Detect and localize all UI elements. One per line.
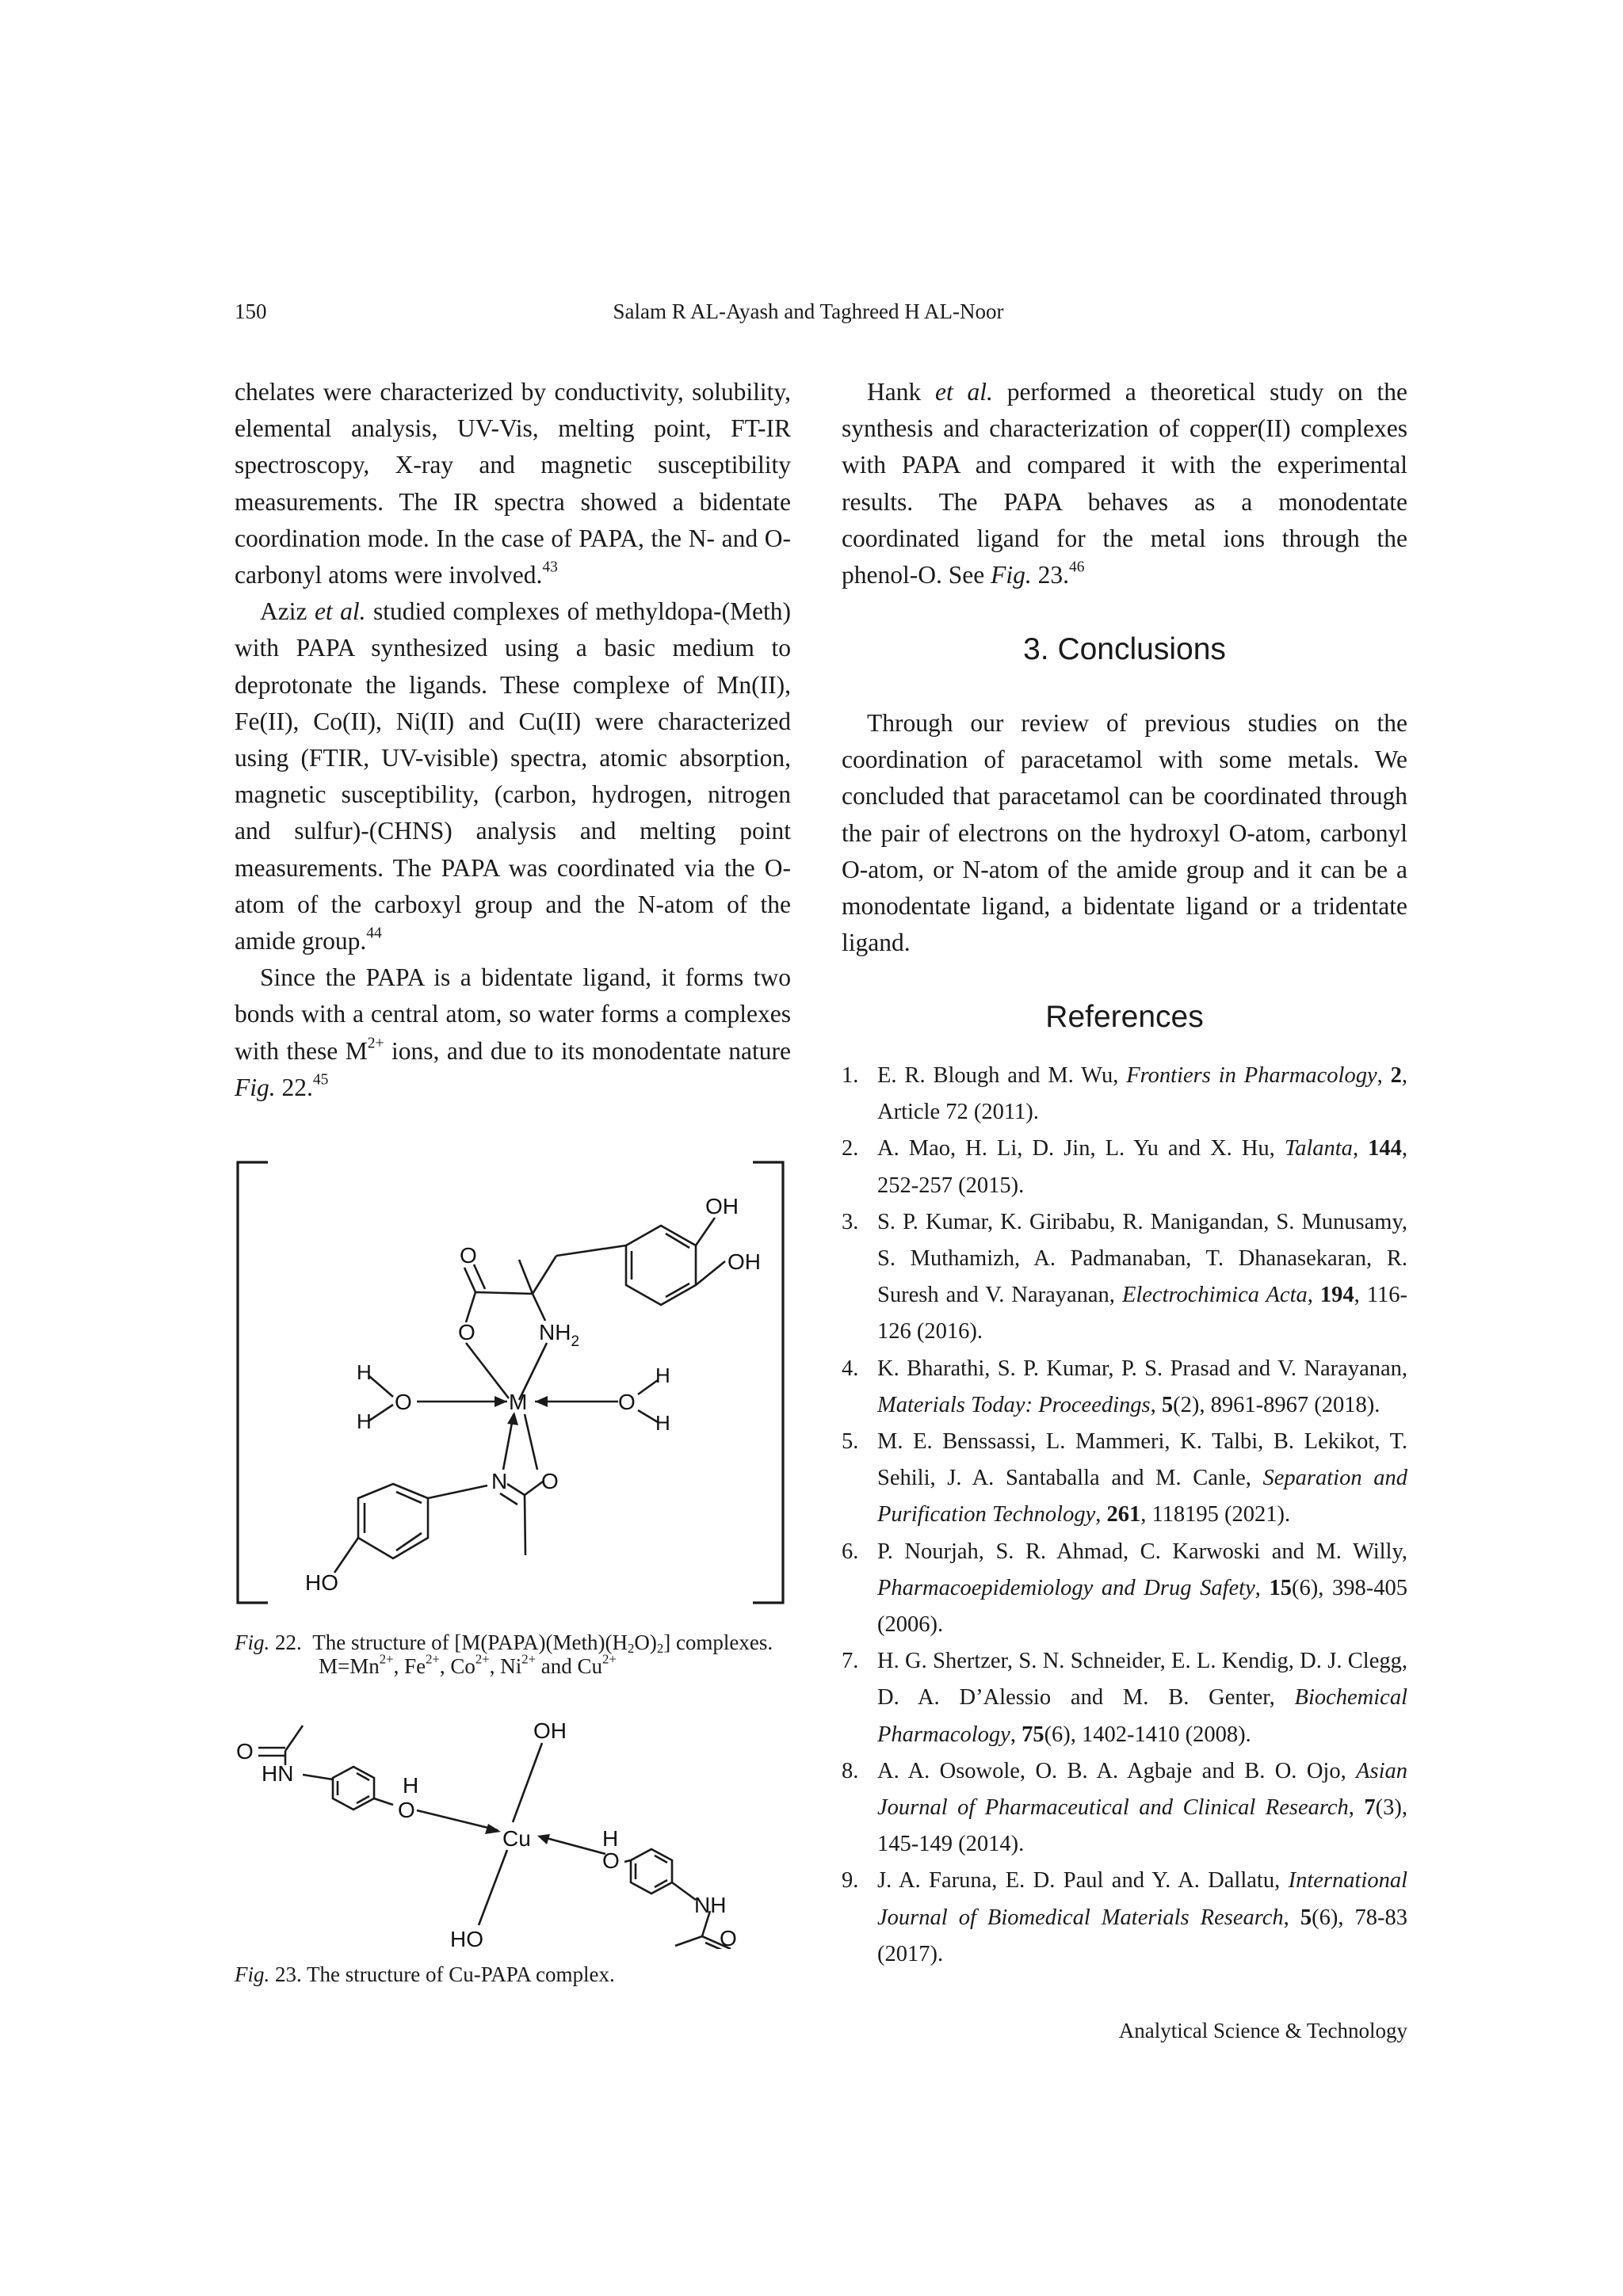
journal-footer: Analytical Science & Technology (1118, 2019, 1407, 2042)
reference-number: 4. (842, 1356, 859, 1381)
reference-number: 5. (842, 1429, 859, 1455)
h-label: H (602, 1826, 619, 1851)
figure-23-caption: Fig. 23. The structure of Cu-PAPA complex. (235, 1962, 615, 1986)
volume: 15 (1269, 1575, 1293, 1600)
journal-title: Pharmacoepidemiology and Drug Safety (877, 1575, 1255, 1600)
hydroxyl-label: OH (727, 1249, 761, 1274)
journal-title: Talanta (1284, 1136, 1353, 1161)
volume: 2 (1390, 1063, 1402, 1088)
left-column (235, 374, 791, 1106)
reference-number: 7. (842, 1649, 859, 1674)
volume: 7 (1364, 1795, 1376, 1821)
reference-item: 5. M. E. Benssassi, L. Mammeri, K. Talbi, B. Lekikot, T. Sehili, J. A. Santaballa and M. Canle, Separation and Purification Technology, 261, 118195 (2021). (842, 1424, 1407, 1534)
paragraph-1: chelates were characterized by conductivity, solubility, elemental analysis, UV-Vis, melting point, FT-IR spectroscopy, X-ray and magnetic susceptibility measurements. The IR spectra showed a bidentate coordination mode. In the case of PAPA, the N- and O-carbonyl atoms were involved.$^{43}$ (235, 378, 791, 589)
phenol-o-label: O (602, 1848, 620, 1873)
citation: 43 (542, 559, 558, 576)
carboxyl-o-label: O (458, 1320, 475, 1344)
water-o-label: O (618, 1390, 636, 1414)
citation: 46 (1068, 559, 1085, 576)
paragraph-hank: Hank et al. performed a theoretical study on the synthesis and characterization of copper(II) complexes with PAPA and compared it with the experimental results. The PAPA behaves as a monodentate coordinated ligand for the metal ions through the phenol-O. See Fig. 23.46 (842, 378, 1407, 589)
carbonyl-o-label: O (236, 1739, 254, 1764)
hydroxyl-label: OH (533, 1718, 567, 1743)
paragraph-3: Since the PAPA is a bidentate ligand, it forms two bonds with a central atom, so water forms a complexes with these $M^{2+}$ ions, and due to its monodentate nature Fig. 22.45 (235, 963, 792, 1101)
volume: 144 (1368, 1136, 1402, 1161)
page-number: 150 (235, 299, 267, 323)
reference-list (842, 1058, 1407, 1973)
reference-number: 2. (842, 1136, 859, 1161)
journal-title: Frontiers in Pharmacology (1126, 1063, 1377, 1088)
copper-label: Cu (502, 1826, 531, 1851)
reference-item: 2. A. Mao, H. Li, D. Jin, L. Yu and X. Hu, Talanta, 144, 252-257 (2015). (842, 1131, 1407, 1203)
reference-item: 9. J. A. Faruna, E. D. Paul and Y. A. Dallatu, International Journal of Biomedical Materials Research, 5(6), 78-83 (2017). (842, 1863, 1407, 1973)
figure-22-caption: Fig. 22. The structure of $[M(PAPA)(Meth)(H_2O)_2]$ complexes. $M=Mn^{2+}$, $Fe^{2+}$, $Co^{2+}$, $Ni^{2+}$ and $Cu^{2+}$ (235, 1630, 773, 1678)
reference-item: 6. P. Nourjah, S. R. Ahmad, C. Karwoski and M. Willy, Pharmacoepidemiology and Drug Safety, 15(6), 398-405 (2006). (842, 1534, 1407, 1644)
journal-title: Biochemical Pharmacology (877, 1685, 1407, 1747)
citation: 44 (366, 925, 382, 942)
citation: 45 (312, 1071, 329, 1089)
amide-n-label: N (491, 1469, 508, 1493)
hydroxyl-label: HO (305, 1570, 338, 1595)
amide-o-label: O (541, 1469, 559, 1493)
reference-number: 1. (842, 1063, 859, 1088)
running-title: Salam R AL-Ayash and Taghreed H AL-Noor (613, 299, 1004, 323)
reference-number: 9. (842, 1868, 859, 1894)
journal-title: Materials Today: Proceedings (877, 1392, 1151, 1417)
figure-22-structure (230, 1153, 800, 1612)
journal-title: International Journal of Biomedical Materials Research (877, 1868, 1407, 1930)
right-column-intro (842, 374, 1407, 593)
journal-title: Electrochimica Acta (1121, 1283, 1308, 1308)
h-label: H (655, 1411, 670, 1435)
carbonyl-o-label: O (720, 1926, 737, 1949)
phenol-o-label: O (398, 1798, 415, 1822)
reference-number: 6. (842, 1539, 859, 1564)
references-heading: References (1045, 1000, 1204, 1034)
reference-number: 8. (842, 1758, 859, 1783)
reference-item: 3. S. P. Kumar, K. Giribabu, R. Manigandan, S. Munusamy, S. Muthamizh, A. Padmanaban, T. Dhanasekaran, R. Suresh and V. Narayanan, Electrochimica Acta, 194, 116-126 (2016). (842, 1204, 1407, 1351)
journal-title: Separation and Purification Technology (877, 1466, 1408, 1527)
conclusions-paragraph: Through our review of previous studies on the coordination of paracetamol with some metals. We concluded that paracetamol can be coordinated through the pair of electrons on the hydroxyl O-atom, carbonyl O-atom, or N-atom of the amide group and it can be a monodentate ligand, a bidentate ligand or a tridentate ligand. (842, 709, 1407, 957)
h-label: H (655, 1363, 670, 1387)
h-label: H (403, 1773, 419, 1798)
paragraph-2: Aziz et al. studied complexes of methyldopa-(Meth) with PAPA synthesized using a basic medium to deprotonate the ligands. These complexe of Mn(II), Fe(II), Co(II), Ni(II) and Cu(II) were characterized using (FTIR, UV-visible) spectra, atomic absorption, magnetic susceptibility, (carbon, hydrogen, nitrogen and sulfur)-(CHNS) analysis and melting point measurements. The PAPA was coordinated via the O-atom of the carboxyl group and the N-atom of the amide group.$^{44}$ (235, 597, 791, 955)
reference-item: 8. A. A. Osowole, O. B. A. Agbaje and B. O. Ojo, Asian Journal of Pharmaceutical and Clinical Research, 7(3), 145-149 (2014). (842, 1753, 1407, 1863)
hydroxyl-label: HO (450, 1927, 483, 1949)
reference-number: 3. (842, 1209, 859, 1234)
h-label: H (357, 1360, 372, 1384)
metal-label: M (509, 1390, 528, 1414)
h-label: H (357, 1409, 372, 1433)
right-bracket (753, 1162, 783, 1603)
conclusions-heading: 3. Conclusions (1023, 632, 1226, 666)
hydroxyl-label: OH (705, 1194, 739, 1219)
left-bracket (238, 1162, 268, 1603)
amide-nh-label: NH (694, 1893, 727, 1917)
reference-item: 1. E. R. Blough and M. Wu, Frontiers in Pharmacology, 2, Article 72 (2011). (842, 1058, 1407, 1131)
volume: 5 (1300, 1905, 1312, 1930)
reference-item: 7. H. G. Shertzer, S. N. Schneider, E. L. Kendig, D. J. Clegg, D. A. D’Alessio and M. B. Genter, Biochemical Pharmacology, 75(6), 1402-1410 (2008). (842, 1643, 1407, 1753)
reference-item: 4. K. Bharathi, S. P. Kumar, P. S. Prasad and V. Narayanan, Materials Today: Proceedings, 5(2), 8961-8967 (2018). (842, 1351, 1407, 1424)
journal-title: Asian Journal of Pharmaceutical and Clinical Research (877, 1758, 1407, 1821)
volume: 75 (1022, 1722, 1044, 1747)
carbonyl-o-label: O (460, 1243, 477, 1268)
volume: 261 (1106, 1502, 1141, 1527)
water-o-label: O (395, 1390, 412, 1414)
volume: 194 (1319, 1283, 1354, 1308)
volume: 5 (1161, 1392, 1174, 1417)
amide-nh-label: HN (262, 1761, 294, 1786)
amine-label: $NH_2$ (539, 1320, 580, 1350)
figure-23-structure (230, 1711, 800, 1949)
